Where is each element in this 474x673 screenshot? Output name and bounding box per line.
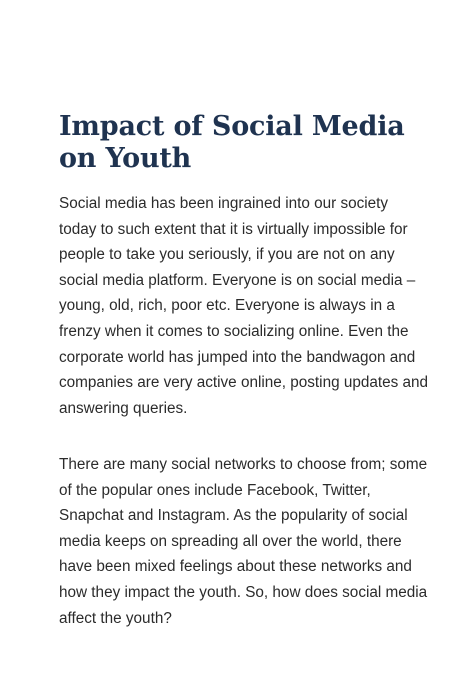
article-paragraph-2: There are many social networks to choose from; some of the popular ones include Facebook, Twitter, Snapchat and Instagram. As the popularity of social media keeps on spreading all over the world, there have been mixed feelings about these networks and how they impact the youth. So, how does social media affect the youth?: [59, 456, 428, 627]
article-paragraph-1: Social media has been ingrained into our society today to such extent that it is virtually impossible for people to take you seriously, if you are not on any social media platform. Everyone is on social media – young, old, rich, poor etc. Everyone is always in a frenzy when it comes to socializing online. Even the corporate world has jumped into the bandwagon and companies are very active online, posting updates and answering queries.: [59, 195, 429, 417]
article-title: Impact of Social Media on Youth: [59, 111, 405, 174]
